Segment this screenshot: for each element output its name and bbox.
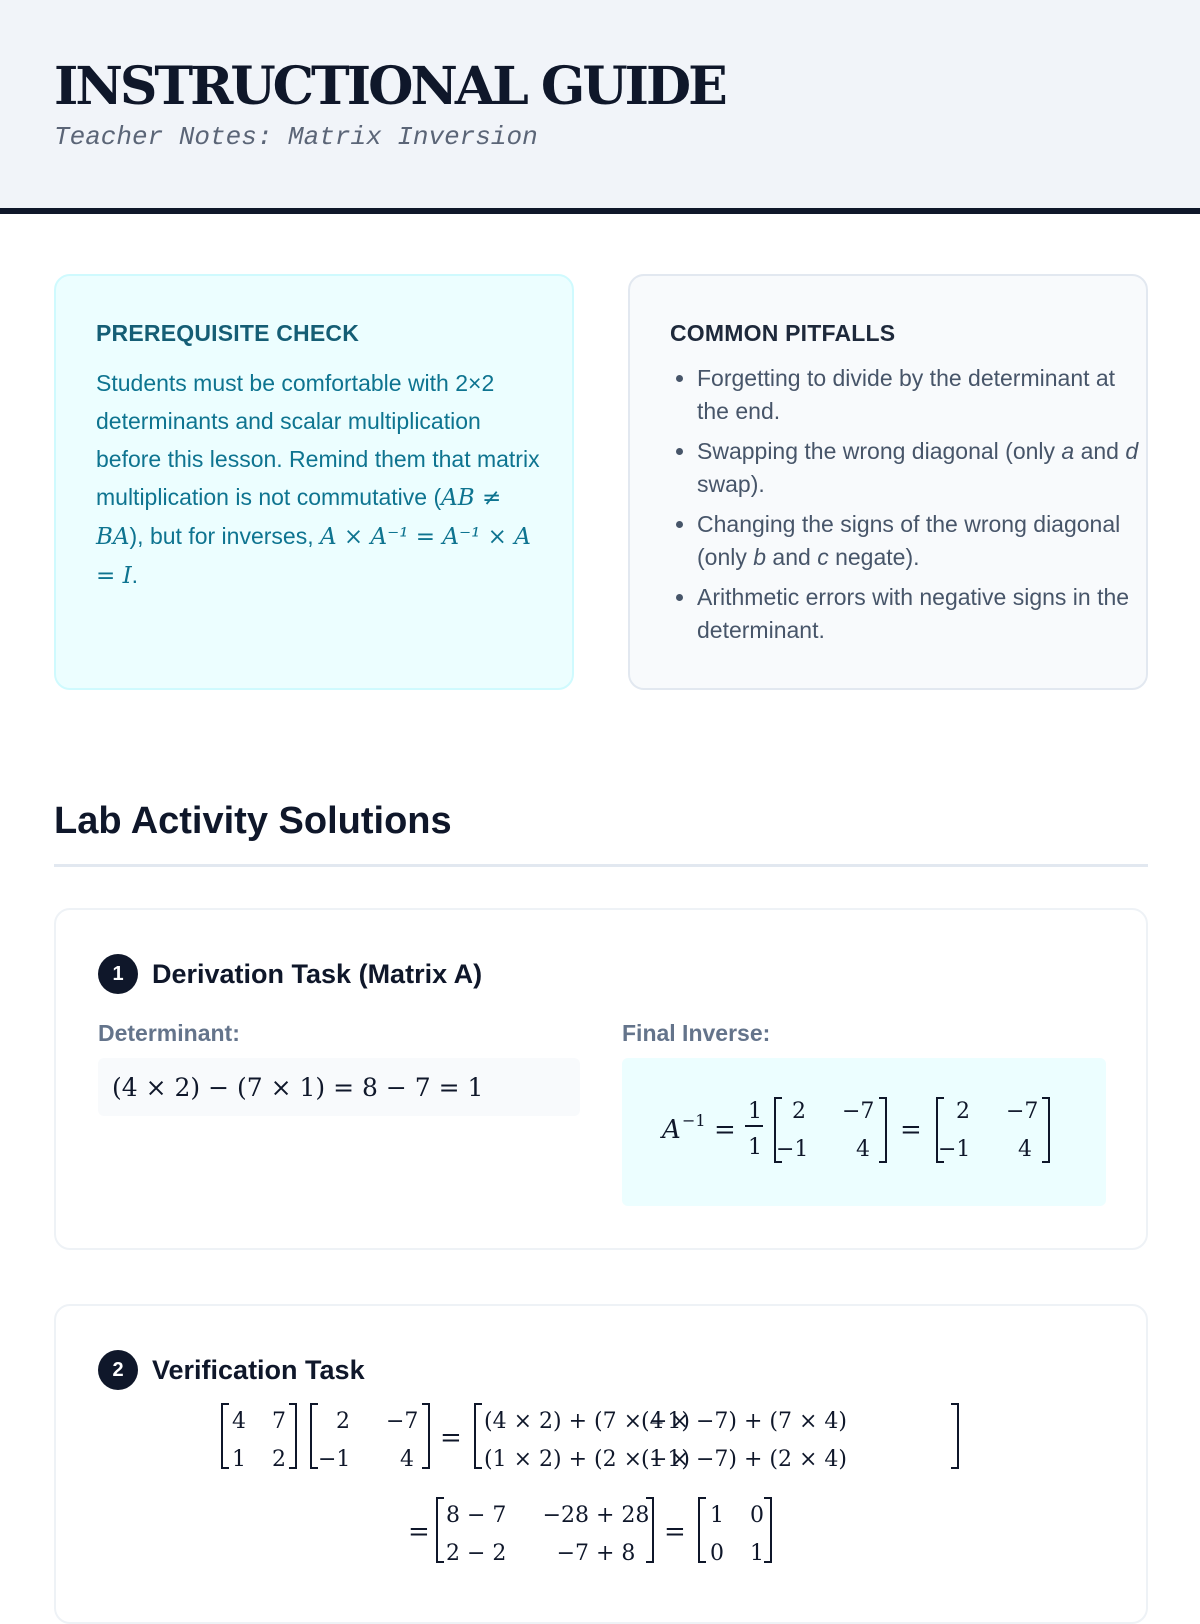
pitfall-item bbox=[697, 435, 1147, 501]
matrix-cell: 4 bbox=[232, 1409, 246, 1434]
fraction-numerator: 1 bbox=[748, 1099, 762, 1124]
matrix-cell: (4 × −7) + (7 × 4) bbox=[640, 1409, 848, 1434]
identity-math: A × A⁻¹ = A⁻¹ × A = I bbox=[96, 524, 531, 589]
task-number-badge: 1 bbox=[98, 954, 138, 994]
fraction-denominator: 1 bbox=[748, 1135, 762, 1160]
equals-sign: = bbox=[900, 1115, 922, 1145]
matrix-cell: 2 bbox=[792, 1099, 806, 1124]
prereq-text-part: . bbox=[131, 562, 139, 588]
inverse-lhs: A bbox=[662, 1115, 681, 1145]
pitfall-text: Arithmetic errors with negative signs in the determinant. bbox=[697, 584, 1130, 643]
left-bracket bbox=[311, 1404, 318, 1468]
inverse-lhs-sup: −1 bbox=[682, 1111, 706, 1130]
matrix-cell: 7 bbox=[272, 1409, 286, 1434]
pitfall-var: b bbox=[753, 544, 767, 570]
section-divider bbox=[54, 864, 1148, 867]
matrix-cell: (4 × 2) + (7 × −1) bbox=[484, 1409, 691, 1434]
matrix-cell: 1 bbox=[232, 1447, 246, 1472]
task-title: Verification Task bbox=[152, 1354, 365, 1385]
right-bracket bbox=[879, 1098, 886, 1162]
equals-sign: = bbox=[664, 1517, 686, 1547]
prerequisite-text bbox=[96, 364, 546, 595]
pitfall-text: swap). bbox=[697, 471, 765, 497]
final-inverse-label: Final Inverse: bbox=[622, 1020, 771, 1046]
matrix-cell: 4 bbox=[1018, 1137, 1032, 1162]
matrix-cell: 2 bbox=[956, 1099, 970, 1124]
determinant-label: Determinant: bbox=[98, 1020, 240, 1046]
left-bracket bbox=[699, 1498, 706, 1562]
prereq-text-part: Students must be comfortable with 2×2 determinants and scalar multiplication before this lesson. Remind them that matrix multiplication is not commutative ( bbox=[96, 370, 540, 510]
pitfall-text: negate). bbox=[828, 544, 920, 570]
right-bracket bbox=[951, 1404, 958, 1468]
task-number-badge: 2 bbox=[98, 1350, 138, 1390]
final-inverse-box bbox=[622, 1058, 1106, 1206]
verification-equation bbox=[56, 1396, 1150, 1586]
determinant-expression: (4 × 2) − (7 × 1) = 8 − 7 = 1 bbox=[98, 1058, 580, 1116]
pitfall-text: and bbox=[1074, 438, 1126, 464]
pitfalls-list bbox=[670, 362, 1147, 654]
verification-task-card bbox=[54, 1304, 1148, 1624]
left-bracket bbox=[437, 1498, 444, 1562]
task-header bbox=[98, 1350, 365, 1390]
pitfall-text: Forgetting to divide by the determinant at the end. bbox=[697, 365, 1116, 424]
right-bracket bbox=[422, 1404, 429, 1468]
equals-sign: = bbox=[440, 1423, 462, 1453]
matrix-cell: (1 × 2) + (2 × −1) bbox=[484, 1447, 691, 1472]
right-bracket bbox=[764, 1498, 771, 1562]
pitfall-text: and bbox=[766, 544, 818, 570]
page-subtitle: Teacher Notes: Matrix Inversion bbox=[54, 122, 538, 152]
noncommute-math: AB ≠ BA bbox=[96, 485, 502, 550]
matrix-cell: −28 + 28 bbox=[542, 1503, 650, 1528]
matrix-cell: 1 bbox=[750, 1541, 764, 1566]
matrix-cell: 1 bbox=[710, 1503, 724, 1528]
left-bracket bbox=[222, 1404, 229, 1468]
matrix-cell: 4 bbox=[856, 1137, 870, 1162]
matrix-cell: −1 bbox=[938, 1137, 971, 1162]
pitfall-var: d bbox=[1125, 438, 1139, 464]
matrix-cell: 4 bbox=[400, 1447, 414, 1472]
pitfall-item bbox=[697, 362, 1147, 428]
task-title: Derivation Task (Matrix A) bbox=[152, 958, 483, 989]
task-header bbox=[98, 954, 482, 994]
pitfall-var: a bbox=[1061, 438, 1075, 464]
prereq-text-part: ), but for inverses, bbox=[129, 523, 320, 549]
matrix-cell: 0 bbox=[710, 1541, 724, 1566]
matrix-cell: 2 bbox=[336, 1409, 350, 1434]
matrix-cell: (1 × −7) + (2 × 4) bbox=[640, 1447, 848, 1472]
pitfalls-heading: COMMON PITFALLS bbox=[670, 320, 896, 346]
matrix-cell: 8 − 7 bbox=[446, 1503, 507, 1528]
left-bracket bbox=[475, 1404, 482, 1468]
right-bracket bbox=[289, 1404, 296, 1468]
section-title: Lab Activity Solutions bbox=[54, 800, 452, 842]
matrix-cell: −7 + 8 bbox=[556, 1541, 636, 1566]
page-header bbox=[0, 0, 1200, 214]
matrix-cell: 2 bbox=[272, 1447, 286, 1472]
matrix-cell: −1 bbox=[318, 1447, 351, 1472]
matrix-cell: −7 bbox=[842, 1099, 875, 1124]
matrix-cell: 0 bbox=[750, 1503, 764, 1528]
matrix-cell: 2 − 2 bbox=[446, 1541, 507, 1566]
inverse-equation bbox=[622, 1058, 1106, 1206]
equals-sign: = bbox=[714, 1115, 736, 1145]
equals-sign: = bbox=[408, 1517, 430, 1547]
matrix-cell: −7 bbox=[1006, 1099, 1039, 1124]
page-title: INSTRUCTIONAL GUIDE bbox=[54, 56, 725, 117]
derivation-task-card bbox=[54, 908, 1148, 1250]
pitfalls-card bbox=[628, 274, 1148, 690]
prerequisite-card bbox=[54, 274, 574, 690]
pitfall-item bbox=[697, 581, 1147, 647]
pitfall-var: c bbox=[817, 544, 829, 570]
matrix-cell: −7 bbox=[386, 1409, 419, 1434]
pitfall-text: Changing the signs of the wrong diagonal (only bbox=[697, 511, 1121, 570]
right-bracket bbox=[1042, 1098, 1049, 1162]
pitfall-text: Swapping the wrong diagonal (only bbox=[697, 438, 1062, 464]
pitfall-item bbox=[697, 508, 1147, 574]
matrix-cell: −1 bbox=[776, 1137, 809, 1162]
prerequisite-heading: PREREQUISITE CHECK bbox=[96, 320, 360, 346]
